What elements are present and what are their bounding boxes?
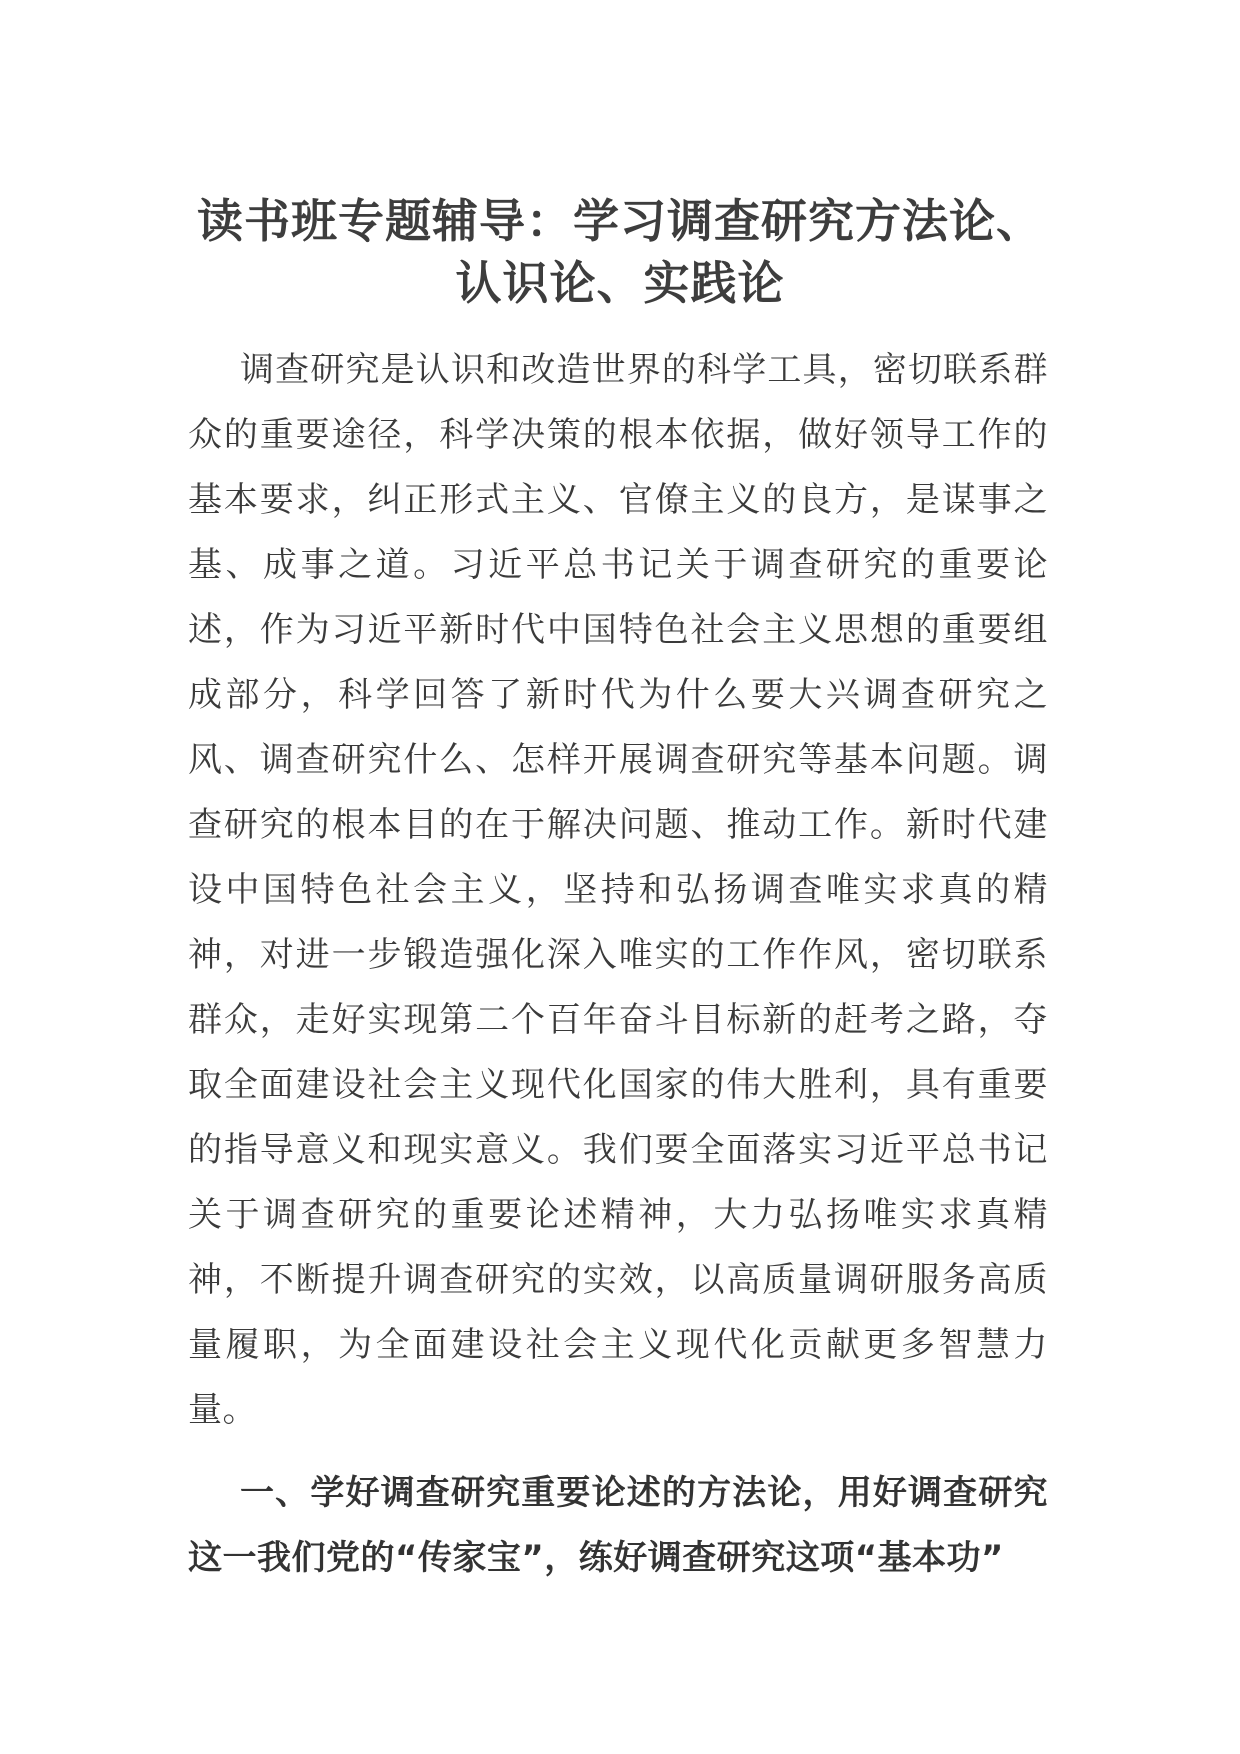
document-title	[150, 190, 1090, 314]
title-line-2: 认识论、实践论	[455, 256, 785, 310]
section-heading: 一、学好调查研究重要论述的方法论，用好调查研究这一我们党的“传家宝”，练好调查研究这项“基本功”	[188, 1473, 1048, 1578]
body-paragraph: 调查研究是认识和改造世界的科学工具，密切联系群众的重要途径，科学决策的根本依据，做好领导工作的基本要求，纠正形式主义、官僚主义的良方，是谋事之基、成事之道。习近平总书记关于调查研究的重要论述，作为习近平新时代中国特色社会主义思想的重要组成部分，科学回答了新时代为什么要大兴调查研究之风、调查研究什么、怎样开展调查研究等基本问题。调查研究的根本目的在于解决问题、推动工作。新时代建设中国特色社会主义，坚持和弘扬调查唯实求真的精神，对进一步锻造强化深入唯实的工作作风，密切联系群众，走好实现第二个百年奋斗目标新的赶考之路，夺取全面建设社会主义现代化国家的伟大胜利，具有重要的指导意义和现实意义。我们要全面落实习近平总书记关于调查研究的重要论述精神，大力弘扬唯实求真精神，不断提升调查研究的实效，以高质量调研服务高质量履职，为全面建设社会主义现代化贡献更多智慧力量。	[188, 350, 1048, 1430]
title-line-1: 读书班专题辅导：学习调查研究方法论、	[197, 194, 1043, 248]
document-body	[188, 338, 1048, 1591]
